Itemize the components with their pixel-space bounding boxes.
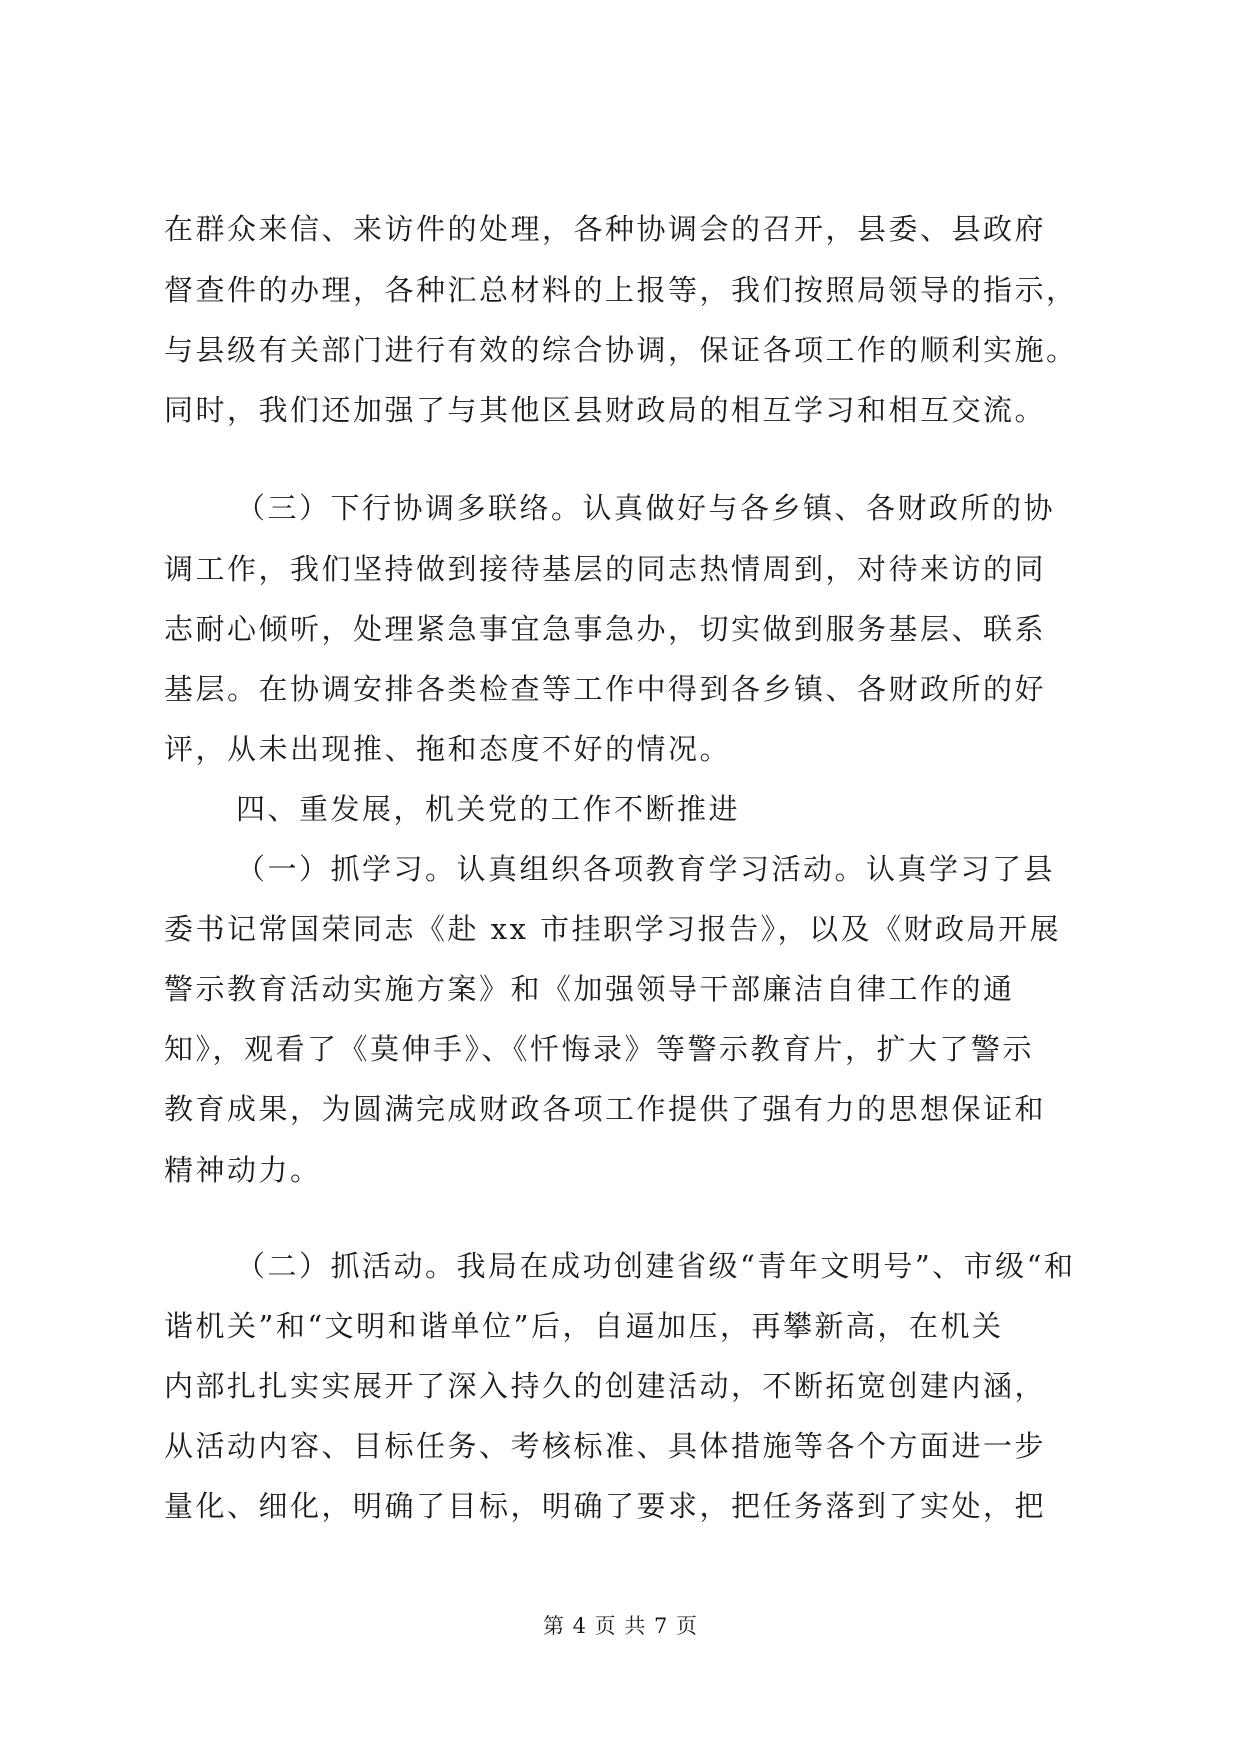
text-line: 基层。在协调安排各类检查等工作中得到各乡镇、各财政所的好	[164, 672, 1047, 706]
text-line: 从活动内容、目标任务、考核标准、具体措施等各个方面进一步	[164, 1429, 1047, 1463]
text-line: 同时，我们还加强了与其他区县财政局的相互学习和相互交流。	[164, 393, 1047, 427]
text-line: 督查件的办理，各种汇总材料的上报等，我们按照局领导的指示，	[164, 273, 1078, 307]
text-line: 知》，观看了《莫伸手》、《忏悔录》等警示教育片，扩大了警示	[164, 1032, 1035, 1066]
section-heading: 四、重发展，机关党的工作不断推进	[236, 792, 741, 826]
text-line: 调工作，我们坚持做到接待基层的同志热情周到，对待来访的同	[164, 552, 1047, 586]
text-line: 谐机关”和“文明和谐单位”后，自逼加压，再攀新高，在机关	[164, 1309, 1004, 1343]
text-line: 内部扎扎实实展开了深入持久的创建活动，不断拓宽创建内涵，	[164, 1369, 1047, 1403]
text-line: 志耐心倾听，处理紧急事宜急事急办，切实做到服务基层、联系	[164, 612, 1047, 646]
text-line: （一）抓学习。认真组织各项教育学习活动。认真学习了县	[236, 852, 1056, 886]
text-line: （二）抓活动。我局在成功创建省级“青年文明号”、市级“和	[236, 1249, 1076, 1283]
text-line: 量化、细化，明确了目标，明确了要求，把任务落到了实处，把	[164, 1489, 1047, 1523]
page-number-footer: 第 4 页 共 7 页	[542, 1614, 699, 1638]
text-line: 教育成果，为圆满完成财政各项工作提供了强有力的思想保证和	[164, 1092, 1047, 1126]
text-line: 评，从未出现推、拖和态度不好的情况。	[164, 732, 732, 766]
text-line: （三）下行协调多联络。认真做好与各乡镇、各财政所的协	[236, 491, 1056, 525]
text-line: 与县级有关部门进行有效的综合协调，保证各项工作的顺利实施。	[164, 333, 1078, 367]
text-line: 在群众来信、来访件的处理，各种协调会的召开，县委、县政府	[164, 212, 1047, 246]
text-line: 精神动力。	[164, 1153, 322, 1187]
text-line: 委书记常国荣同志《赴 xx 市挂职学习报告》，以及《财政局开展	[164, 912, 1062, 946]
text-line: 警示教育活动实施方案》和《加强领导干部廉洁自律工作的通	[164, 972, 1015, 1006]
